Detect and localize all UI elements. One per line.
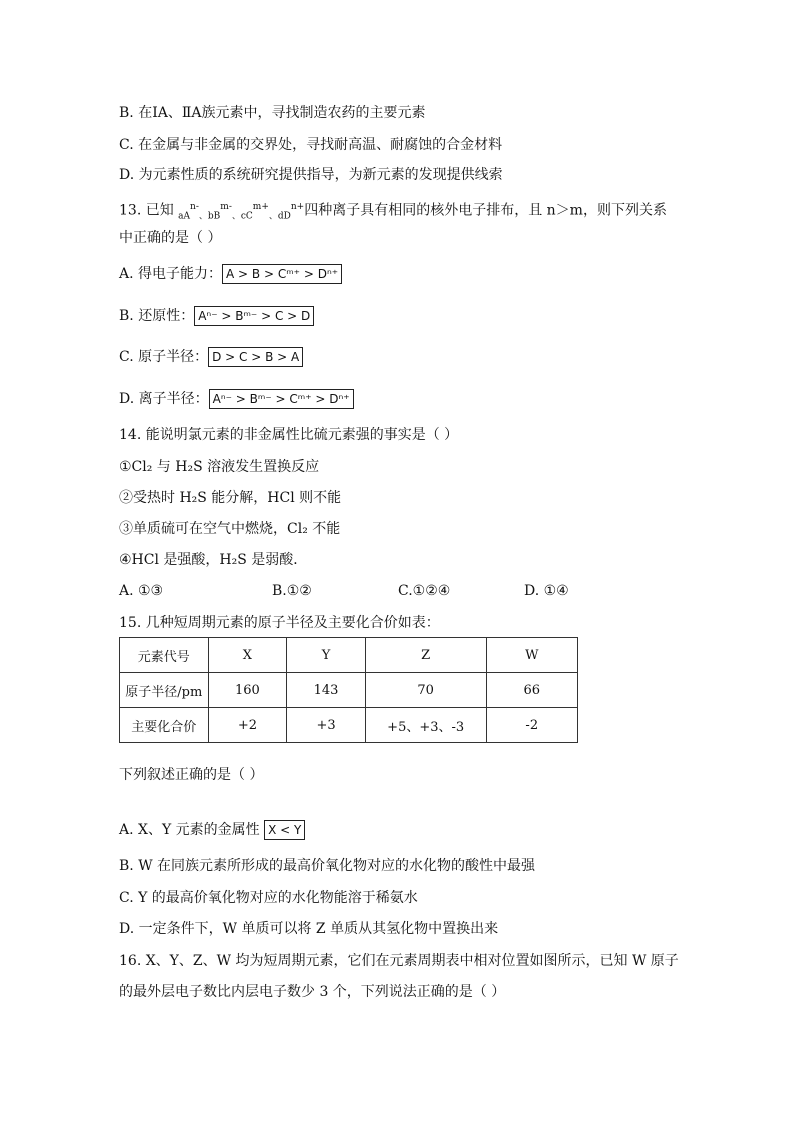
- q13-ion-b: 、bB: [198, 211, 221, 222]
- q13-ion-a-charge: n-: [190, 202, 199, 212]
- q13b-formula: Aⁿ⁻ > Bᵐ⁻ > C > D: [194, 306, 314, 326]
- q14-choice-d: D. ①④: [524, 583, 569, 599]
- q14-stem: 14. 能说明氯元素的非金属性比硫元素强的事实是（ ）: [119, 427, 459, 443]
- q15-option-a: [119, 820, 305, 840]
- q15-option-d: D. 一定条件下，W 单质可以将 Z 单质从其氢化物中置换出来: [119, 921, 499, 937]
- q13a-label: A. 得电子能力：: [119, 266, 223, 282]
- q13-ion-a: aA: [178, 211, 191, 222]
- q13-ion-d-charge: n+: [290, 202, 305, 212]
- q15-option-c: C. Y 的最高价氧化物对应的水化物能溶于稀氨水: [119, 890, 418, 906]
- q14-statement-3: ③单质硫可在空气中燃烧，Cl₂ 不能: [119, 521, 341, 537]
- table-cell: X: [208, 638, 287, 673]
- q13-option-c: [119, 347, 303, 367]
- q16-stem: 16. X、Y、Z、W 均为短周期元素，它们在元素周期表中相对位置如图所示，已知 W 原子: [119, 953, 679, 969]
- q14-statement-1: ①Cl₂ 与 H₂S 溶液发生置换反应: [119, 459, 320, 475]
- q12-option-d: D. 为元素性质的系统研究提供指导，为新元素的发现提供线索: [119, 167, 503, 183]
- q13d-label: D. 离子半径：: [119, 391, 209, 407]
- table-cell: 143: [287, 673, 366, 708]
- table-cell: +3: [287, 708, 366, 743]
- table-cell: +2: [208, 708, 287, 743]
- q14-statement-4: ④HCl 是强酸，H₂S 是弱酸．: [119, 552, 308, 568]
- element-table: [119, 637, 578, 743]
- q13d-formula: Aⁿ⁻ > Bᵐ⁻ > Cᵐ⁺ > Dⁿ⁺: [209, 389, 354, 409]
- q12-option-b: B. 在ⅠA、ⅡA族元素中，寻找制造农药的主要元素: [119, 105, 426, 121]
- q15a-label: A. X、Y 元素的金属性: [119, 822, 265, 838]
- table-row: [120, 673, 578, 708]
- q15a-formula: X < Y: [264, 820, 305, 840]
- q16-stem-line2: 的最外层电子数比内层电子数少 3 个，下列说法正确的是（ ）: [119, 984, 506, 1000]
- q14-choice-b: B.①②: [272, 583, 312, 599]
- q13-option-b: [119, 306, 314, 326]
- table-cell: W: [486, 638, 577, 673]
- table-cell: 70: [365, 673, 486, 708]
- q13-prefix: 13. 已知: [119, 202, 179, 219]
- table-cell: Z: [365, 638, 486, 673]
- q15-prompt: 下列叙述正确的是（ ）: [119, 767, 264, 783]
- q13-stem: [119, 198, 667, 225]
- q13-ion-c: 、cC: [231, 211, 253, 222]
- table-cell: 原子半径/pm: [120, 673, 209, 708]
- table-cell: 元素代号: [120, 638, 209, 673]
- q12-option-c: C. 在金属与非金属的交界处，寻找耐高温、耐腐蚀的合金材料: [119, 137, 503, 153]
- table-row: [120, 638, 578, 673]
- table-cell: Y: [287, 638, 366, 673]
- table-cell: 160: [208, 673, 287, 708]
- q14-choice-c: C.①②④: [398, 583, 451, 599]
- q14-choices: [119, 582, 569, 600]
- q14-choice-a: A. ①③: [119, 583, 164, 599]
- q13-option-d: [119, 389, 354, 409]
- q13-stem-line2: 中正确的是（ ）: [119, 230, 222, 246]
- q13-ion-d: 、dD: [268, 211, 291, 222]
- table-cell: 主要化合价: [120, 708, 209, 743]
- q15-stem: 15. 几种短周期元素的原子半径及主要化合价如表：: [119, 615, 440, 631]
- table-cell: +5、+3、-3: [365, 708, 486, 743]
- q13-ion-b-charge: m-: [220, 202, 232, 212]
- table-cell: -2: [486, 708, 577, 743]
- table-cell: 66: [486, 673, 577, 708]
- q13-suffix: 四种离子具有相同的核外电子排布，且 n＞m，则下列关系: [304, 202, 667, 219]
- q13a-formula: A > B > Cᵐ⁺ > Dⁿ⁺: [222, 264, 342, 284]
- q15-option-b: B. W 在同族元素所形成的最高价氧化物对应的水化物的酸性中最强: [119, 858, 536, 874]
- q13-ion-c-charge: m+: [252, 202, 269, 212]
- q14-statement-2: ②受热时 H₂S 能分解，HCl 则不能: [119, 490, 342, 506]
- table-row: [120, 708, 578, 743]
- q13c-label: C. 原子半径：: [119, 349, 209, 365]
- q13b-label: B. 还原性：: [119, 308, 195, 324]
- q13c-formula: D > C > B > A: [208, 347, 303, 367]
- q13-option-a: [119, 264, 342, 284]
